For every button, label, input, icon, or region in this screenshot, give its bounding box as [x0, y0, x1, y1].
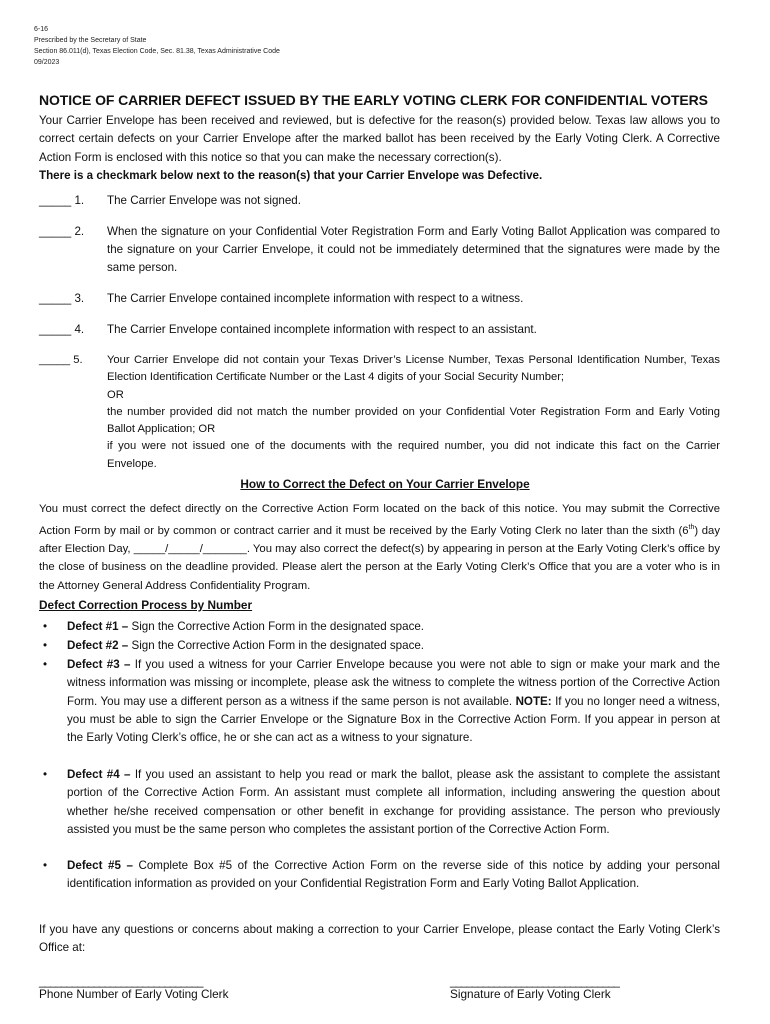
how-to-correct-paragraph — [39, 500, 720, 595]
form-header — [34, 24, 280, 68]
bullet-label: Defect #5 – — [67, 859, 133, 872]
bullet-text: Complete Box #5 of the Corrective Action Form on the reverse side of this notice by adding your personal identification information as provided on your Confidential Registration Form and Early Voting Ballot Application. — [67, 859, 720, 891]
defect-text: The Carrier Envelope contained incomplete information with respect to an assistant. — [107, 323, 537, 336]
closing-paragraph: If you have any questions or concerns about making a correction to your Carrier Envelope, please contact the Early Voting Clerk’s Office at: — [39, 923, 720, 955]
prescribed-by: Prescribed by the Secretary of State — [34, 37, 147, 44]
process-heading: Defect Correction Process by Number — [39, 598, 253, 612]
checkmark-note: There is a checkmark below next to the reason(s) that your Carrier Envelope was Defective. — [39, 169, 543, 182]
defect-check-blank: _____ 2. — [39, 225, 85, 238]
defect-text — [107, 352, 720, 473]
bullet-icon: • — [43, 639, 48, 652]
bullet-icon: • — [43, 859, 48, 872]
defect-text: When the signature on your Confidential Voter Registration Form and Early Voting Ballot Application was compared to the signature on your Carrier Envelope, it could not be immediately determined that the signatures were made by the same person. — [107, 225, 720, 274]
bullet-label: Defect #2 – — [67, 639, 129, 652]
defect-5-or: OR — [107, 388, 124, 401]
bullet-text: Sign the Corrective Action Form in the designated space. — [128, 639, 425, 652]
bullet-text: If you used an assistant to help you read or mark the ballot, please ask the assistant to complete the assistant portion of the Corrective Action Form. An assistant must complete all information, including answering the question about whether he/she received compensation or other benefit in exchange for providing assistance. The person who previously assisted you must be the same person who completes the assistant portion of the Corrective Action Form. — [67, 768, 720, 836]
bullet-label: Defect #3 – — [67, 658, 131, 671]
defect-5-mismatch: the number provided did not match the number provided on your Confidential Voter Registration Form and Early Voting Ballot Application; OR — [107, 405, 720, 436]
defect-text: The Carrier Envelope contained incomplete information with respect to a witness. — [107, 292, 524, 305]
defect-check-blank: _____ 5. — [39, 354, 83, 366]
bullet-icon: • — [43, 620, 48, 633]
how-to-correct-heading: How to Correct the Defect on Your Carrier Envelope — [240, 477, 530, 491]
phone-label: Phone Number of Early Voting Clerk — [39, 987, 229, 1001]
note-text: If you no longer need a witness, you must be able to sign the Carrier Envelope or the Signature Box in the Corrective Action Form. If you appear in person at the Early Voting Clerk’s office, he or she can act as a witness to your signature. — [67, 694, 720, 745]
intro-paragraph: Your Carrier Envelope has been received and reviewed, but is defective for the reason(s) provided below. Texas law allows you to correct certain defects on your Carrier Envelope after the marked ballot has been received by the Early Voting Clerk. A Corrective Action Form is enclosed with this notice so that you can make the necessary correction(s). — [39, 114, 720, 164]
how-to-text-a: You must correct the defect directly on the Corrective Action Form located on the back of this notice. You may submit the Corrective Action Form by mail or by common or contract carrier and it must be received by the Early Voting Clerk no later than the sixth (6 — [39, 503, 720, 537]
defect-check-blank: _____ 3. — [39, 292, 85, 305]
bullet-text: Sign the Corrective Action Form in the designated space. — [128, 620, 425, 633]
page-title: NOTICE OF CARRIER DEFECT ISSUED BY THE EARLY VOTING CLERK FOR CONFIDENTIAL VOTERS — [39, 92, 708, 108]
defect-text: The Carrier Envelope was not signed. — [107, 194, 301, 207]
form-number: 6-16 — [34, 26, 49, 33]
form-date: 09/2023 — [34, 59, 60, 66]
defect-check-blank: _____ 1. — [39, 194, 85, 207]
defect-check-blank: _____ 4. — [39, 323, 85, 336]
defect-5-not-issued: if you were not issued one of the documents with the required number, you did not indicate this fact on the Carrier Envelope. — [107, 440, 720, 470]
statute-reference: Section 86.011(d), Texas Election Code, Sec. 81.38, Texas Administrative Code — [34, 48, 280, 55]
bullet-label: Defect #1 – — [67, 620, 129, 633]
signature-label: Signature of Early Voting Clerk — [450, 987, 611, 1001]
bullet-text: If you used a witness for your Carrier Envelope because you were not able to sign or make your mark and the witness information was missing or incomplete, please ask the witness to complete the witness portion of the Corrective Action Form. You may use a different person as a witness if the same person is not available. — [67, 658, 720, 708]
bullet-icon: • — [43, 768, 48, 781]
note-label: NOTE: — [515, 694, 552, 708]
signature-line: _______________________________ — [450, 975, 619, 988]
how-to-text-b: ) day after Election Day, _____/_____/_______. You may also correct the defect(s) by appearing in person at the Early Voting Clerk’s office by the close of business on the deadline provided. Please alert the person at the Early Voting Clerk’s Office that you are a voter who is in the Attorney General Address Confidentiality Program. — [39, 524, 720, 592]
phone-line: ______________________________ — [39, 975, 203, 988]
bullet-icon: • — [43, 658, 48, 671]
bullet-label: Defect #4 – — [67, 768, 131, 781]
defect-5-id-missing: Your Carrier Envelope did not contain your Texas Driver’s License Number, Texas Personal Identification Number, Texas Election Identification Certificate Number or the Last 4 digits of your Social Security Number; — [107, 354, 720, 384]
ordinal-suffix: th — [688, 523, 695, 531]
